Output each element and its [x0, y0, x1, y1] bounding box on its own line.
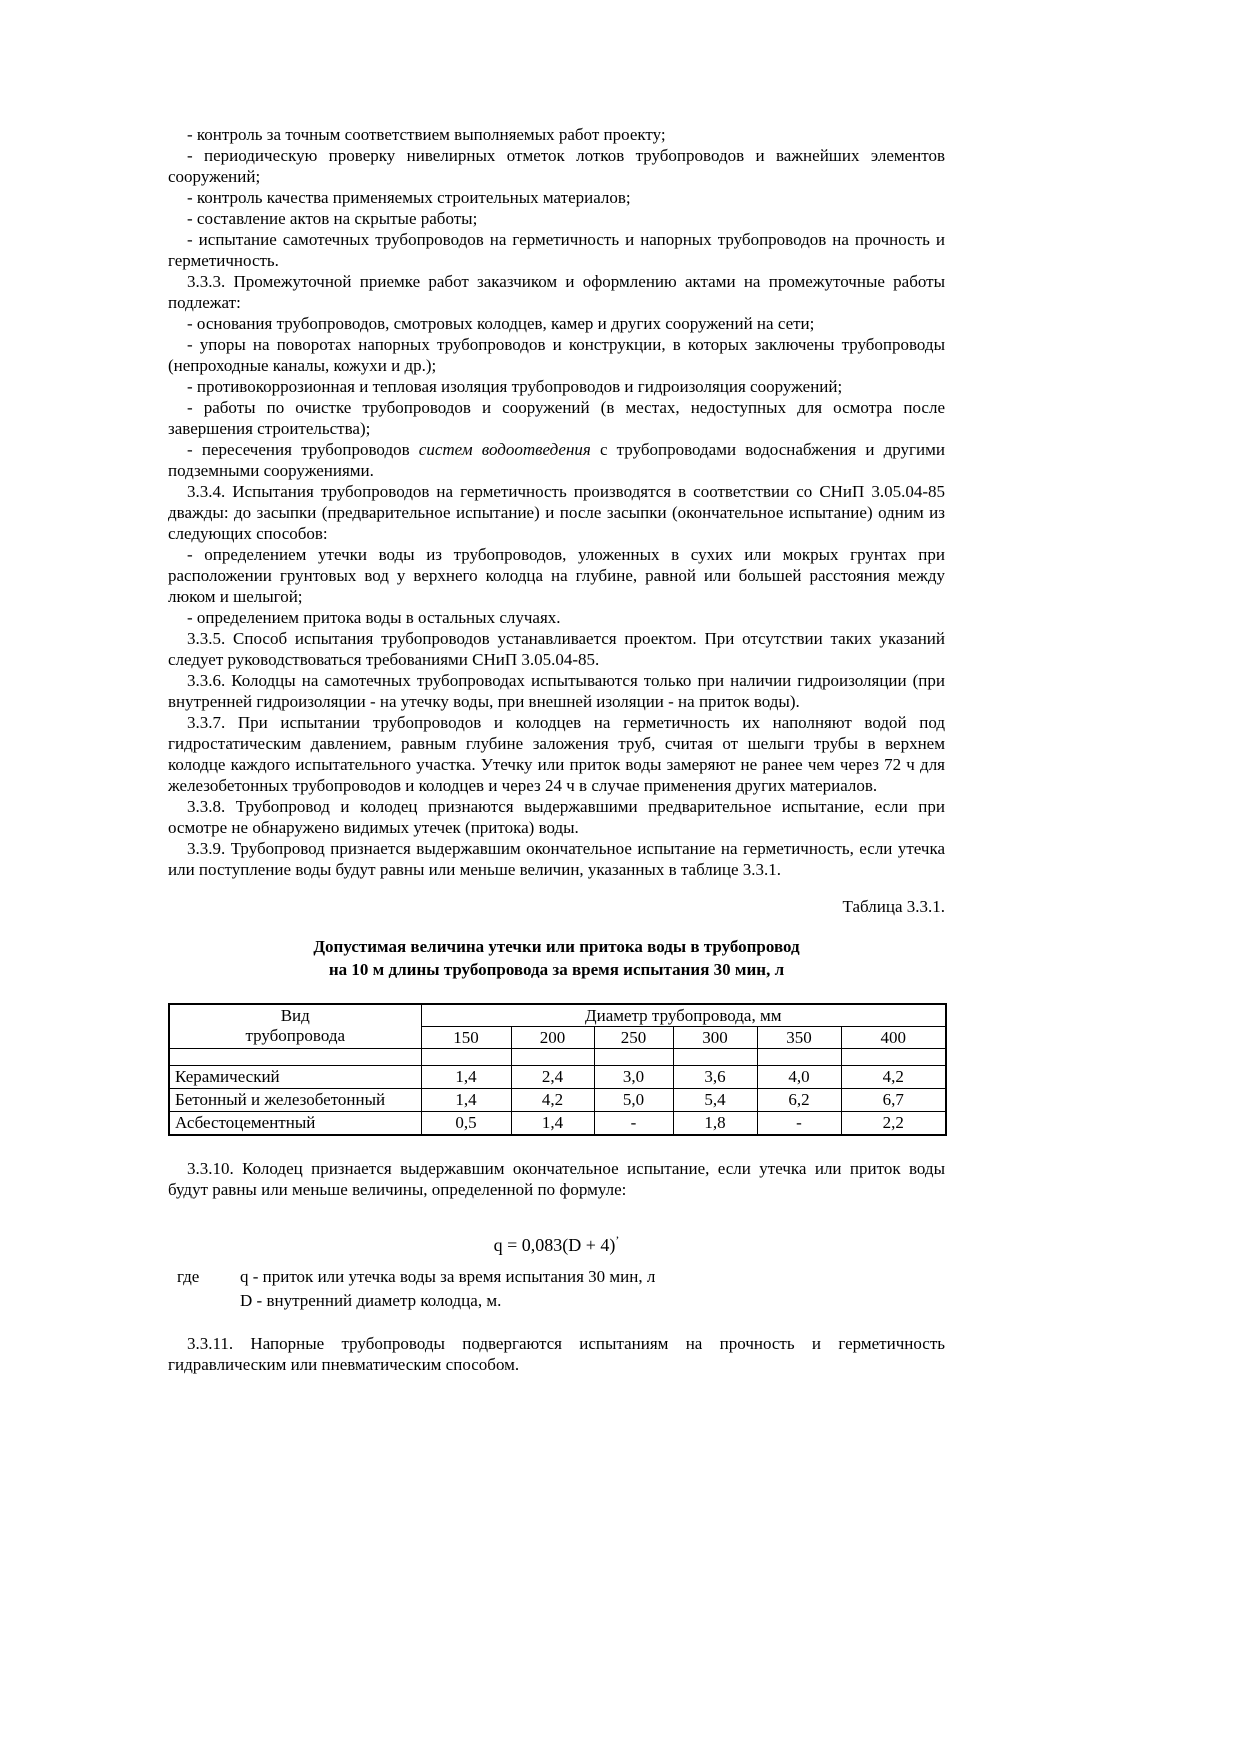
paragraph: - основания трубопроводов, смотровых колодцев, камер и других сооружений на сети; [187, 314, 815, 333]
document-content [168, 124, 945, 1375]
legend-line-d: D - внутренний диаметр колодца, м. [240, 1291, 502, 1310]
paragraph: - работы по очистке трубопроводов и сооружений (в местах, недоступных для осмотра после завершения строительства); [168, 398, 945, 438]
table-header-row [169, 1004, 946, 1027]
empty-cell [757, 1049, 841, 1066]
table-row [169, 1112, 946, 1136]
paragraph-text: - пересечения трубопроводов [187, 440, 419, 459]
table-title-line1: Допустимая величина утечки или притока воды в трубопровод [313, 937, 800, 956]
value-cell: 6,2 [757, 1089, 841, 1112]
value-cell: 1,4 [421, 1089, 511, 1112]
paragraph: - испытание самотечных трубопроводов на герметичность и напорных трубопроводов на прочность и герметичность. [168, 230, 945, 270]
value-cell: 5,0 [594, 1089, 673, 1112]
value-cell: 5,4 [673, 1089, 757, 1112]
table-row [169, 1089, 946, 1112]
value-cell: 2,2 [841, 1112, 946, 1136]
formula-prime: ’ [615, 1233, 620, 1247]
value-cell: 2,4 [511, 1066, 594, 1089]
paragraph: - контроль за точным соответствием выполняемых работ проекту; [187, 125, 666, 144]
clause-3-3-6: 3.3.6. Колодцы на самотечных трубопроводах испытываются только при наличии гидроизоляции (при внутренней гидроизоляции - на утечку воды, при внешней изоляции - на приток воды). [168, 671, 945, 711]
clause-3-3-7: 3.3.7. При испытании трубопроводов и колодцев на герметичность их наполняют водой под гидростатическим давлением, равным глубине заложения труб, считая от шелыги трубы в верхнем колодце каждого испытательного участка. Утечку или приток воды замеряют не ранее чем через 72 ч для железобетонных трубопроводов и колодцев и через 24 ч в случае применения других материалов. [168, 713, 945, 795]
empty-cell [421, 1049, 511, 1066]
paragraph: - составление актов на скрытые работы; [187, 209, 478, 228]
value-cell: 4,2 [841, 1066, 946, 1089]
table-header-pipe-type [169, 1004, 421, 1049]
value-cell: 1,8 [673, 1112, 757, 1136]
paragraph: - определением утечки воды из трубопроводов, уложенных в сухих или мокрых грунтах при расположении грунтовых вод у верхнего колодца на глубине, равной или большей расстояния между люком и шелыгой; [168, 545, 945, 606]
paragraph: - определением притока воды в остальных случаях. [187, 608, 561, 627]
pipe-type-cell: Асбестоцементный [169, 1112, 421, 1136]
table-spacer-row [169, 1049, 946, 1066]
clause-3-3-8: 3.3.8. Трубопровод и колодец признаются выдержавшими предварительное испытание, если при осмотре не обнаружено видимых утечек (притока) воды. [168, 797, 945, 837]
clause-3-3-5: 3.3.5. Способ испытания трубопроводов устанавливается проектом. При отсутствии таких указаний следует руководствоваться требованиями СНиП 3.05.04-85. [168, 629, 945, 669]
legend-line-q: q - приток или утечка воды за время испытания 30 мин, л [240, 1267, 656, 1286]
value-cell: 6,7 [841, 1089, 946, 1112]
table-title [168, 935, 945, 981]
header-type-line2: трубопровода [245, 1026, 346, 1045]
table-title-line2: на 10 м длины трубопровода за время испытания 30 мин, л [328, 960, 785, 979]
value-cell: 3,0 [594, 1066, 673, 1089]
legend-definitions [240, 1265, 945, 1313]
where-label: где [177, 1267, 200, 1286]
formula-text: q = 0,083(D + 4) [493, 1235, 616, 1255]
clause-3-3-9: 3.3.9. Трубопровод признается выдержавшим окончательное испытание на герметичность, если утечка или поступление воды будут равны или меньше величин, указанных в таблице 3.3.1. [168, 839, 945, 879]
value-cell: - [594, 1112, 673, 1136]
value-cell: 4,0 [757, 1066, 841, 1089]
diameter-cell: 250 [594, 1027, 673, 1049]
value-cell: 3,6 [673, 1066, 757, 1089]
diameter-cell: 400 [841, 1027, 946, 1049]
clause-3-3-10: 3.3.10. Колодец признается выдержавшим окончательное испытание, если утечка или приток воды будут равны или меньше величины, определенной по формуле: [168, 1159, 945, 1199]
paragraph [168, 439, 945, 481]
leakage-table [168, 1003, 947, 1136]
pipe-type-cell: Керамический [169, 1066, 421, 1089]
diameter-cell: 300 [673, 1027, 757, 1049]
clause-3-3-4: 3.3.4. Испытания трубопроводов на герметичность производятся в соответствии со СНиП 3.05.04-85 дважды: до засыпки (предварительное испытание) и после засыпки (окончательное испытание) одним из следующих способов: [168, 482, 945, 543]
paragraph: - упоры на поворотах напорных трубопроводов и конструкции, в которых заключены трубопроводы (непроходные каналы, кожухи и др.); [168, 335, 945, 375]
formula [168, 1228, 945, 1257]
value-cell: 1,4 [421, 1066, 511, 1089]
table-row [169, 1066, 946, 1089]
diameter-cell: 350 [757, 1027, 841, 1049]
formula-legend [168, 1265, 945, 1313]
clause-3-3-3: 3.3.3. Промежуточной приемке работ заказчиком и оформлению актами на промежуточные работы подлежат: [168, 272, 945, 312]
empty-cell [511, 1049, 594, 1066]
value-cell: - [757, 1112, 841, 1136]
table-caption: Таблица 3.3.1. [842, 897, 945, 916]
paragraph: - противокоррозионная и тепловая изоляция трубопроводов и гидроизоляция сооружений; [187, 377, 843, 396]
pipe-type-cell: Бетонный и железобетонный [169, 1089, 421, 1112]
value-cell: 0,5 [421, 1112, 511, 1136]
empty-cell [594, 1049, 673, 1066]
paragraph: - периодическую проверку нивелирных отметок лотков трубопроводов и важнейших элементов сооружений; [168, 146, 945, 186]
diameter-cell: 150 [421, 1027, 511, 1049]
diameter-cell: 200 [511, 1027, 594, 1049]
paragraph-text: с трубопроводами водоснабжения и другими подземными сооружениями. [168, 440, 945, 480]
empty-cell [169, 1049, 421, 1066]
clause-3-3-11: 3.3.11. Напорные трубопроводы подвергаются испытаниям на прочность и герметичность гидравлическим или пневматическим способом. [168, 1334, 945, 1374]
italic-text: систем водоотведения [418, 440, 591, 459]
table-header-diameter: Диаметр трубопровода, мм [421, 1004, 946, 1027]
value-cell: 4,2 [511, 1089, 594, 1112]
value-cell: 1,4 [511, 1112, 594, 1136]
empty-cell [841, 1049, 946, 1066]
empty-cell [673, 1049, 757, 1066]
header-type-line1: Вид [280, 1006, 310, 1025]
paragraph: - контроль качества применяемых строительных материалов; [187, 188, 631, 207]
